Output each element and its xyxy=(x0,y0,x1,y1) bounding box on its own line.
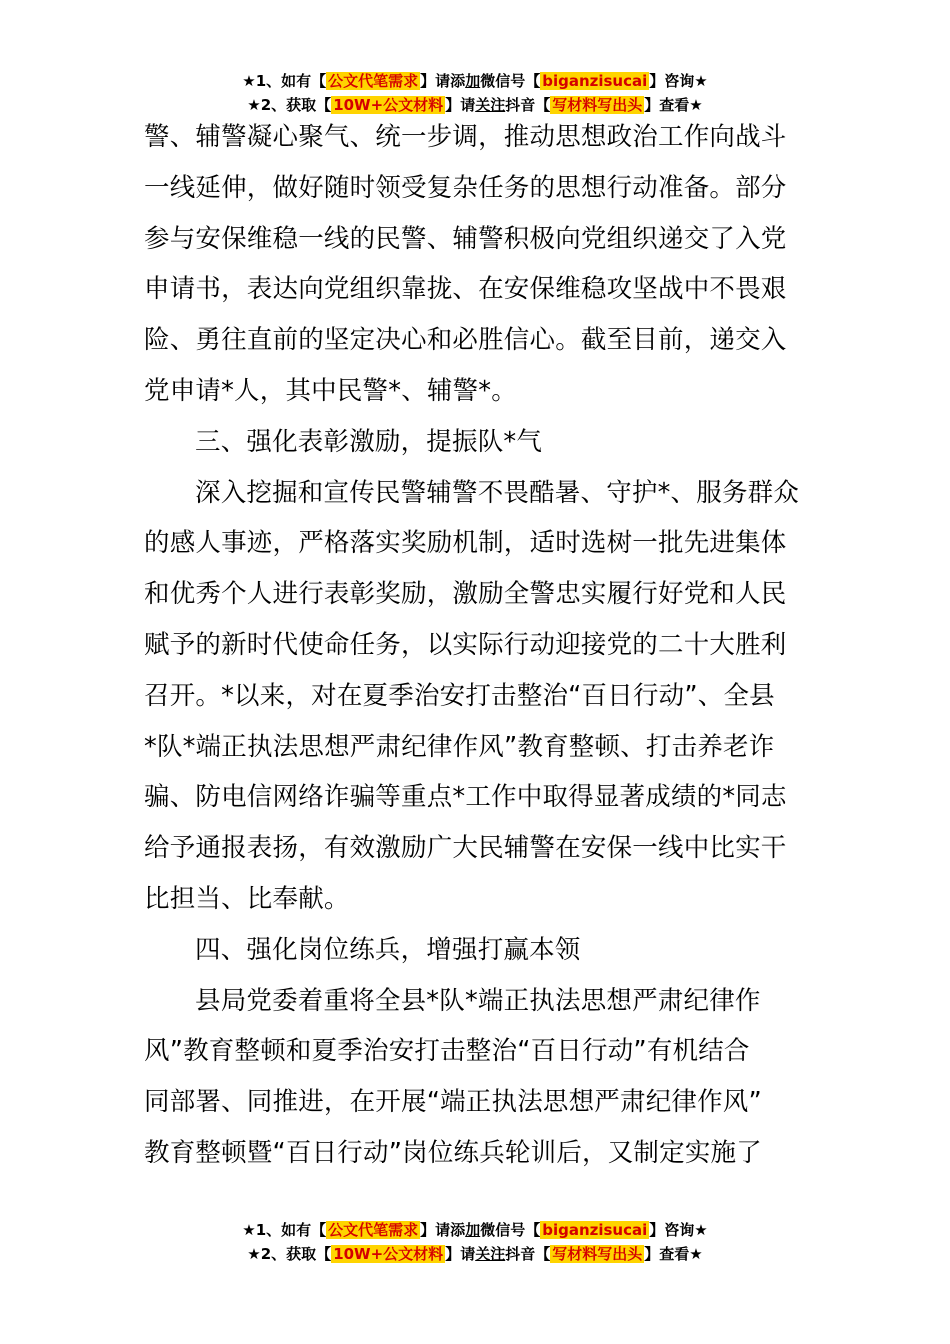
footer-line-2-text: 】请 xyxy=(445,1245,476,1263)
body-line: 县局党委着重将全县*队*端正执法思想严肃纪律作 xyxy=(195,985,761,1016)
header-highlight-douyin: 写材料写出头 xyxy=(552,96,643,114)
document-body xyxy=(144,112,808,1179)
footer-line-1-text: 】请添 xyxy=(420,1221,466,1239)
body-line: 警、辅警凝心聚气、统一步调，推动思想政治工作向战斗 xyxy=(144,122,787,152)
body-line: 深入挖掘和宣传民警辅警不畏酷暑、守护*、服务群众 xyxy=(195,477,800,508)
footer-line-1-prefix: ★1、如有【 xyxy=(242,1221,327,1239)
section-heading: 四、强化岗位练兵，增强打赢本领 xyxy=(195,934,581,965)
body-line: 的感人事迹，严格落实奖励机制，适时选树一批先进集体 xyxy=(144,528,787,559)
header-line-2-suffix: 】查看★ xyxy=(644,96,703,114)
body-line: 参与安保维稳一线的民警、辅警积极向党组织递交了入党 xyxy=(144,223,787,254)
body-line: 险、勇往直前的坚定决心和必胜信心。截至目前，递交入 xyxy=(144,325,787,356)
header-banner xyxy=(0,69,950,117)
body-line: *队*端正执法思想严肃纪律作风”教育整顿、打击养老诈 xyxy=(144,731,775,762)
header-highlight-materials: 10W+公文材料 xyxy=(333,96,444,114)
body-line: 和优秀个人进行表彰奖励，激励全警忠实履行好党和人民 xyxy=(144,579,787,610)
footer-line-1 xyxy=(0,1218,950,1242)
body-line: 给予通报表扬，有效激励广大民辅警在安保一线中比实干 xyxy=(144,833,787,864)
body-line: 一线延伸，做好随时领受复杂任务的思想行动准备。部分 xyxy=(144,172,787,203)
section-heading: 三、强化表彰激励，提振队*气 xyxy=(195,426,543,457)
body-line: 召开。*以来，对在夏季治安打击整治“百日行动”、全县 xyxy=(144,680,775,711)
footer-highlight-service: 公文代笔需求 xyxy=(328,1221,419,1239)
header-highlight-wechat-id: biganzisucai xyxy=(542,72,648,90)
body-line: 骗、防电信网络诈骗等重点*工作中取得显著成绩的*同志 xyxy=(144,782,787,813)
body-line: 申请书，表达向党组织靠拢、在安保维稳攻坚战中不畏艰 xyxy=(144,274,787,305)
body-line: 赋予的新时代使命任务，以实际行动迎接党的二十大胜利 xyxy=(144,629,787,660)
footer-line-2-suffix: 】查看★ xyxy=(644,1245,703,1263)
footer-line-2 xyxy=(0,1242,950,1266)
header-line-2-text-2: 抖音【 xyxy=(505,96,551,114)
footer-line-1-underlined: 加 xyxy=(465,1221,481,1239)
body-line: 风”教育整顿和夏季治安打击整治“百日行动”有机结合 xyxy=(144,1036,750,1067)
header-highlight-service: 公文代笔需求 xyxy=(328,72,419,90)
body-line: 比担当、比奉献。 xyxy=(144,883,350,914)
header-line-1-suffix: 】咨询★ xyxy=(649,72,708,90)
header-line-2-prefix: ★2、获取【 xyxy=(247,96,332,114)
footer-line-2-text-2: 抖音【 xyxy=(505,1245,551,1263)
body-line: 教育整顿暨“百日行动”岗位练兵轮训后，又制定实施了 xyxy=(144,1137,762,1168)
footer-banner xyxy=(0,1218,950,1266)
header-line-1-text-2: 微信号【 xyxy=(480,72,541,90)
body-line: 党申请*人，其中民警*、辅警*。 xyxy=(144,375,517,406)
footer-highlight-douyin: 写材料写出头 xyxy=(552,1245,643,1263)
header-line-1-prefix: ★1、如有【 xyxy=(242,72,327,90)
footer-line-2-prefix: ★2、获取【 xyxy=(247,1245,332,1263)
footer-highlight-wechat-id: biganzisucai xyxy=(542,1221,648,1239)
header-line-1 xyxy=(0,69,950,93)
footer-highlight-materials: 10W+公文材料 xyxy=(333,1245,444,1263)
footer-line-1-text-2: 微信号【 xyxy=(480,1221,541,1239)
header-line-1-underlined: 加 xyxy=(465,72,481,90)
header-line-1-text: 】请添 xyxy=(420,72,466,90)
footer-line-1-suffix: 】咨询★ xyxy=(649,1221,708,1239)
header-line-2-underlined: 关注 xyxy=(475,96,506,114)
header-line-2-text: 】请 xyxy=(445,96,476,114)
body-line: 同部署、同推进，在开展“端正执法思想严肃纪律作风” xyxy=(144,1087,762,1118)
footer-line-2-underlined: 关注 xyxy=(475,1245,506,1263)
